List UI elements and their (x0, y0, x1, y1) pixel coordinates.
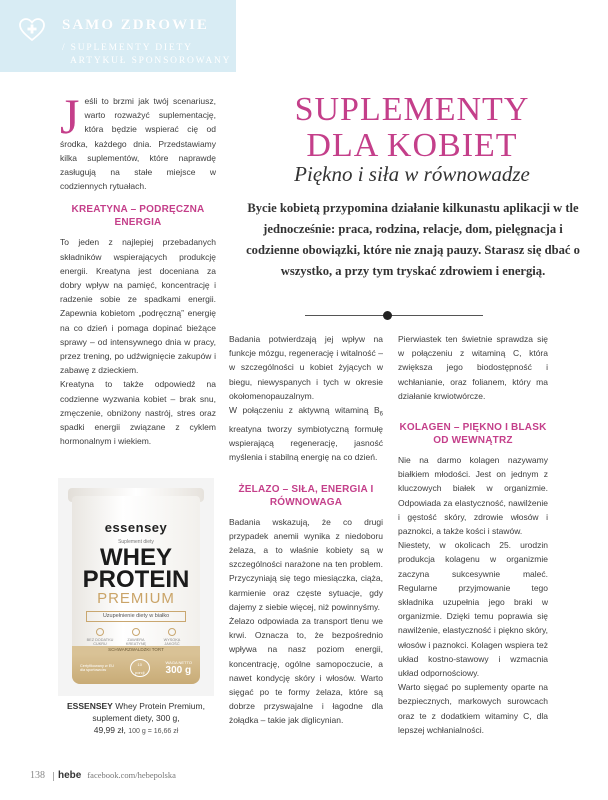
product-icon-label: BEZ DODATKU CUKRU (86, 638, 114, 646)
page-number: 138 (30, 770, 45, 781)
servings-number: 10 (137, 662, 142, 667)
weight-label: WAGA NETTO (165, 660, 192, 665)
headline-line-1: SUPLEMENTY (294, 91, 530, 128)
paragraph: Badania wskazują, że co drugi przypadek anemii wynika z niedoboru żelaza, a to właśnie kobiety są w szczególności narażone na ten problem. Przyczyniają się tego miesiączka, ciąża, karmienie oraz częste sytuacje, gdy dajemy z siebie więcej, niż powinnyśmy. (229, 516, 383, 612)
heart-cross-icon (19, 18, 45, 42)
right-column (398, 332, 548, 737)
weight-value: 300 g (165, 665, 192, 676)
heading-zelazo: ŻELAZO – SIŁA, ENERGIA I RÓWNOWAGA (238, 483, 374, 508)
paragraph: Kreatyna to także odpowiedź na codzienne wyzwania kobiet – brak snu, zmęczenie, obniżony nastrój, stres oraz spadki energii związane z cyklem hormonalnym i wiekiem. (60, 379, 216, 447)
product-brand: essensey (104, 520, 168, 535)
paragraph-end: kreatyna tworzy symbiotyczną formułę wspierającą regenerację, jasność myślenia i stabilną energię na co dzień. (229, 423, 383, 463)
divider-line (305, 315, 483, 316)
caption-line-2: suplement diety, 300 g, (92, 713, 180, 723)
product-weight (166, 660, 192, 676)
middle-column (229, 332, 383, 728)
product-icon-label: WYSOKA JAKOŚĆ (163, 638, 181, 646)
product-tagline: Uzupełnienie diety w białko (86, 611, 186, 622)
no-sugar-icon (86, 628, 114, 646)
product-icon-label: ZAWIERA KREATYNĘ (125, 638, 147, 646)
product-flavor: SCHWARZWALDZKI TORT (72, 646, 200, 654)
creatine-icon (122, 628, 150, 646)
paragraph: To jeden z najlepiej przebadanych składników wspierających produkcję energii. Kreatyna jest doceniana za dobry wpływ na pamięć, koncentrację i radzenie sobie ze spadkami energii. Zapewnia kobietom „podręczną” energię na co dzień i pomaga dopinać bieżące sprawy – od intensywnego dnia w pracy, przez trening, po udźwignięcie zakupów i zabawę z dzieckiem. (60, 237, 216, 376)
product-name-2: PROTEIN (82, 566, 190, 593)
footer-divider (53, 772, 54, 781)
product-type: Suplement diety (118, 539, 154, 545)
divider-dot (383, 311, 392, 320)
page-footer (30, 770, 176, 781)
subscript: 6 (379, 411, 383, 418)
product-name-1: WHEY (100, 544, 172, 571)
section-header-band (0, 0, 236, 72)
caption-brand: ESSENSEY (67, 701, 113, 711)
paragraph: Badania potwierdzają jej wpływ na funkcje mózgu, regenerację i witalność – w szczególności u kobiet żyjących w biegu, niewyspanych i tych w okresie okołomenopauzalnym. (229, 334, 383, 401)
heading-kreatyna: KREATYNA – PODRĘCZNA ENERGIA (71, 204, 205, 229)
servings-unit: porcji (134, 670, 145, 675)
left-column (60, 88, 216, 448)
section-sub-line-1: / SUPLEMENTY DIETY (62, 43, 193, 53)
article-subtitle: Piękno i siła w równowadze (294, 162, 530, 186)
paragraph: Żelazo odpowiada za transport tlenu we krwi. Oznacza to, że bezpośrednio wpływa na nasz poziom energii, koncentrację, ogólne samopoczucie, a nawet kondycję skóry i włosów. Warto sięgać po te formy żelaza, które są dobrze przyswajalne i łagodne dla żołądka – takie jak diglicynian. (229, 615, 383, 726)
product-gold-band (72, 654, 200, 684)
intro-paragraph (60, 88, 216, 193)
section-sub-line-2: ARTYKUŁ SPONSOROWANY (70, 56, 232, 66)
intro-text: eśli to brzmi jak twój scenariusz, warto rozważyć suplementację, która będzie wspierać cię od środka, każdego dnia. Przedstawiamy kilka suplementów, które naprawdę zasługują na stałe miejsce w codziennych rytuałach. (60, 96, 216, 192)
paragraph: Nie na darmo kolagen nazywamy białkiem młodości. Jest on jednym z kluczowych białek w organizmie. Odpowiada za elastyczność, nawilżenie i gęstość skóry, zdrowie włosów i paznokci, a także kości i stawów. (398, 455, 548, 537)
heading-kolagen: KOLAGEN – PIĘKNO I BLASK OD WEWNĄTRZ (399, 422, 547, 447)
caption-unit-price: 100 g = 16,66 zł (128, 728, 179, 735)
product-servings (130, 659, 150, 677)
article-headline (252, 92, 572, 164)
paragraph-start: W połączeniu z aktywną witaminą B (229, 405, 380, 416)
quality-icon (158, 628, 186, 646)
article-lead: Bycie kobietą przypomina działanie kilkunastu aplikacji w tle jednocześnie: praca, rodzina, relacje, dom, pielęgnacja i codzienne obowiązki, które nie znają pauzy. Starasz się dbać o wszystko, a przy tym tryskać zdrowiem i energią. (246, 201, 580, 278)
facebook-link[interactable]: facebook.com/hebepolska (87, 770, 176, 780)
product-caption (58, 700, 214, 738)
dropcap: J (60, 88, 80, 144)
product-tub (72, 496, 200, 684)
section-title: SAMO ZDROWIE (62, 17, 209, 33)
product-icons (86, 628, 186, 646)
product-image (58, 478, 214, 696)
product-cert: Certyfikowany w EU dla sportowców (80, 664, 114, 672)
section-subtitle (62, 42, 231, 68)
caption-line-1: Whey Protein Premium, (112, 701, 205, 711)
paragraph: Pierwiastek ten świetnie sprawdza się w połączeniu z witaminą C, która zwiększa jego biodostępność i wchłanianie, oraz folianem, który ma działanie krwiotwórcze. (398, 334, 548, 401)
caption-price: 49,99 zł, (93, 725, 126, 735)
paragraph (229, 403, 383, 465)
paragraph: Warto sięgać po suplementy oparte na bezpiecznych, markowych surowcach oraz te z dodatkiem witaminy C, dla lepszej wchłanialności. (398, 682, 548, 735)
product-name-3: PREMIUM (97, 590, 175, 607)
headline-line-2: DLA KOBIET (306, 127, 518, 164)
hebe-logo: hebe (58, 770, 82, 781)
paragraph: Niestety, w okolicach 25. urodzin produkcja kolagenu w organizmie zaczyna sukcesywnie maleć. Regularne przyjmowanie tego składnika uzupełnia jego braki w organizmie. Dzięki temu poprawia się nawilżenie, elastyczność i piękno skóry, włosów i paznokci. Kolagen wspiera też układ kostno-stawowy i wzmacnia układ odpornościowy. (398, 540, 548, 679)
